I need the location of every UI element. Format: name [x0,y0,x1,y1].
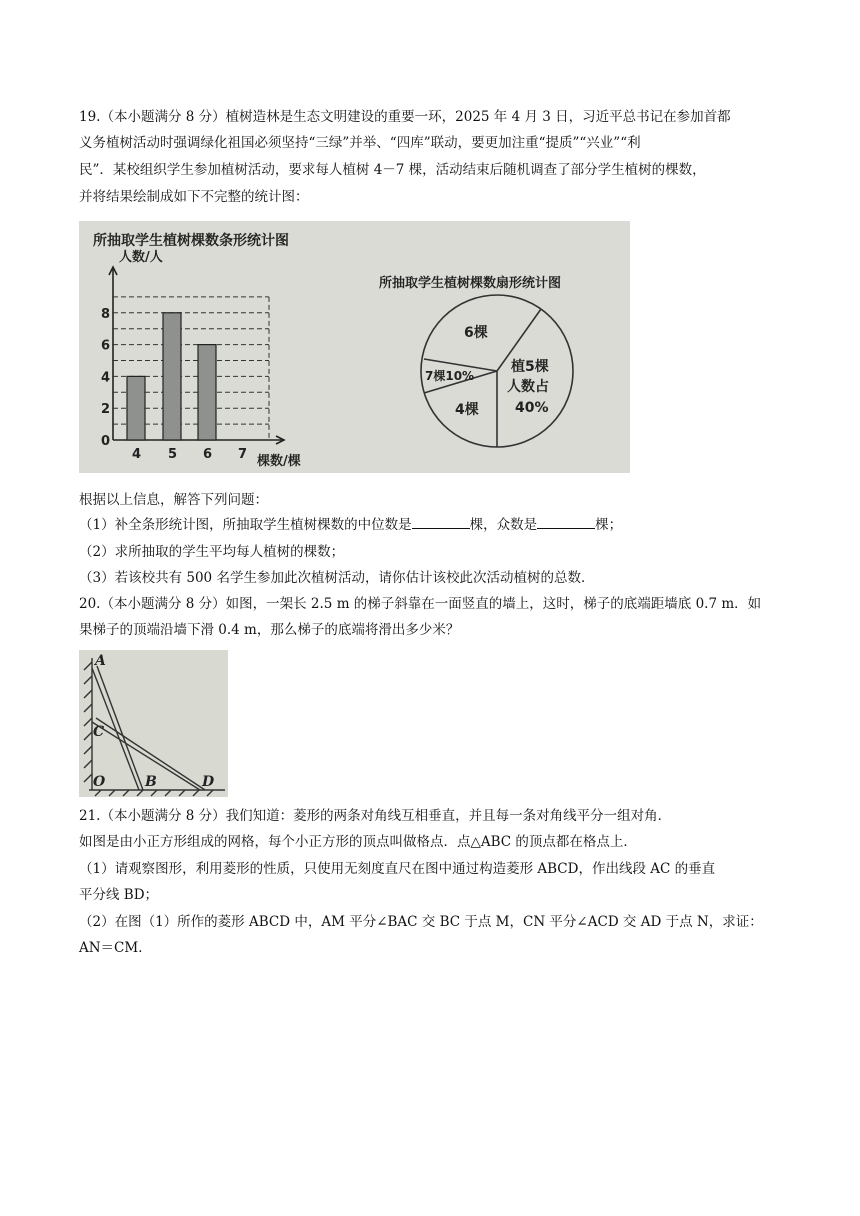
q21-line-6: AN＝CM． [79,940,152,956]
answer-blank-median[interactable] [412,516,470,529]
ladder-figure [79,650,228,797]
bar-chart-xlabel: 棵数/棵 [257,454,301,469]
q19-part-1-a: （1）补全条形统计图，所抽取学生植树棵数的中位数是 [79,517,412,533]
statistics-figure [79,221,630,473]
q21-line-4: 平分线 BD； [79,887,159,903]
answer-blank-mode[interactable] [537,516,595,529]
q19-line-4: 并将结果绘制成如下不完整的统计图： [79,189,309,205]
q19-part-1-b: 棵，众数是 [469,517,538,533]
pie-label-7: 7棵10% [425,369,475,383]
q19-info: 根据以上信息，解答下列问题： [79,492,268,508]
hatch [84,704,92,712]
y-tick-label: 4 [101,370,111,386]
pie-label-5-line3: 40% [515,400,549,416]
y-tick-label: 0 [101,434,111,449]
q19-part-1-c: 棵； [595,517,623,533]
pie-label-5-line2: 人数占 [507,379,549,395]
hatch [109,790,115,796]
hatch [193,790,199,796]
q19-line-3: 民”．某校组织学生参加植树活动，要求每人植树 4－7 棵，活动结束后随机调查了部分学生植树的棵数， [79,162,706,178]
hatch [84,662,92,670]
point-d-label: D [202,774,215,790]
point-a-label: A [95,653,106,669]
q21-line-2: 如图是由小正方形组成的网格，每个小正方形的顶点叫做格点．点△ABC 的顶点都在格点上． [79,834,637,850]
hatch [84,718,92,726]
pie-label-4: 4棵 [455,402,479,418]
pie-label-5-line1: 植5棵 [511,359,549,375]
bar-6 [198,345,216,440]
hatch [165,790,171,796]
hatch [95,790,101,796]
charts-svg [79,221,630,473]
q19-part-1 [79,515,622,535]
bar-chart [93,232,301,469]
point-b-label: B [145,774,157,790]
hatch [84,760,92,768]
point-c-label: C [93,724,105,740]
ladder-svg [79,650,228,797]
x-tick-label: 4 [132,447,142,462]
pie-chart-title: 所抽取学生植树棵数扇形统计图 [379,276,562,291]
y-tick-label: 2 [101,402,111,418]
hatch [179,790,185,796]
q19-line-1: 19.（本小题满分 8 分）植树造林是生态文明建设的重要一环，2025 年 4 月 3 日，习近平总书记在参加首都 [79,109,731,125]
hatch [207,790,213,796]
q19-part-2: （2）求所抽取的学生平均每人植树的棵数； [79,544,345,560]
q21-line-5: （2）在图（1）所作的菱形 ABCD 中，AM 平分∠BAC 交 BC 于点 M，CN 平分∠ACD 交 AD 于点 N，求证： [79,914,763,930]
hatch [123,790,129,796]
q20-line-1: 20.（本小题满分 8 分）如图，一架长 2.5 m 的梯子斜靠在一面竖直的墙上，这时，梯子的底端距墙底 0.7 m．如 [79,596,762,612]
q19-line-2: 义务植树活动时强调绿化祖国必须坚持“三绿”并举、“四库”联动，要更加注重“提质”“兴业”“利 [79,135,641,151]
y-tick-label: 6 [101,338,111,354]
q19-part-3: （3）若该校共有 500 名学生参加此次植树活动，请你估计该校此次活动植树的总数． [79,570,595,586]
point-o-label: O [93,774,106,790]
bar-4 [127,376,145,440]
hatch [84,676,92,684]
hatch [84,774,92,782]
pie-label-6: 6棵 [464,325,488,341]
hatch [84,732,92,740]
x-tick-label: 7 [238,447,248,462]
q21-line-1: 21.（本小题满分 8 分）我们知道：菱形的两条对角线互相垂直，并且每一条对角线平分一组对角． [79,808,672,824]
pie-chart [379,275,573,447]
hatch [151,790,157,796]
q20-line-2: 果梯子的顶端沿墙下滑 0.4 m，那么梯子的底端将滑出多少米？ [79,622,460,638]
x-tick-label: 5 [168,447,178,462]
q21-line-3: （1）请观察图形，利用菱形的性质，只使用无刻度直尺在图中通过构造菱形 ABCD，作出线段 AC 的垂直 [79,861,716,877]
y-tick-label: 8 [101,306,111,322]
x-tick-label: 6 [203,447,213,462]
bar-5 [163,313,181,440]
hatch [84,690,92,698]
hatch [137,790,143,796]
bar-chart-title: 所抽取学生植树棵数条形统计图 [93,233,289,249]
hatch [84,746,92,754]
bar-chart-ylabel: 人数/人 [119,250,163,265]
